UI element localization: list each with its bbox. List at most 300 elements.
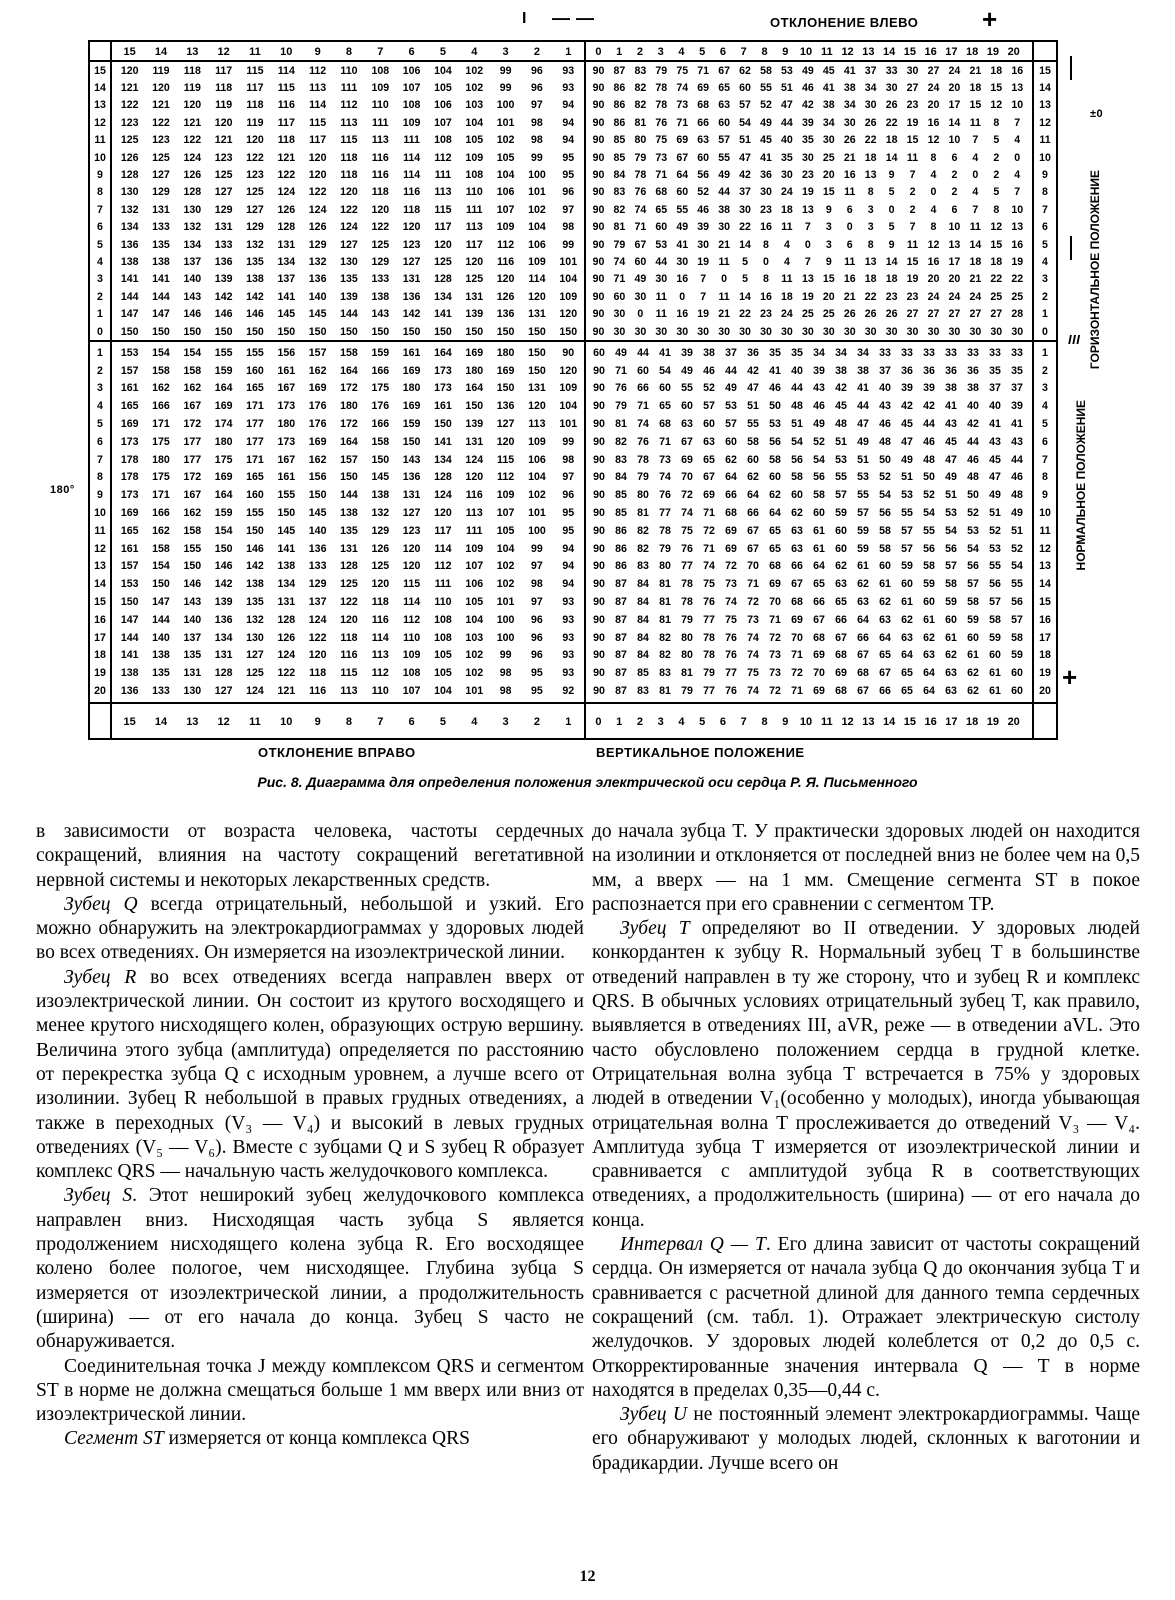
table-cell: 18 bbox=[781, 290, 793, 303]
table-cell: 169 bbox=[496, 364, 515, 377]
table-cell: 9 bbox=[97, 489, 103, 502]
table-cell: 90 bbox=[593, 560, 605, 573]
table-cell: 64 bbox=[901, 649, 913, 662]
table-cell: 138 bbox=[246, 578, 264, 591]
table-cell: 82 bbox=[613, 203, 626, 216]
row-number-right bbox=[1034, 362, 1056, 380]
table-cell: 164 bbox=[434, 346, 452, 359]
table-cell: 82 bbox=[637, 524, 649, 537]
table-row-left bbox=[114, 558, 584, 576]
table-cell: 122 bbox=[152, 116, 170, 129]
page-number: 12 bbox=[579, 1568, 596, 1585]
table-cell: 61 bbox=[813, 524, 825, 537]
table-cell: 90 bbox=[593, 649, 605, 662]
table-cell: 115 bbox=[403, 578, 421, 591]
table-row-right bbox=[588, 288, 1028, 305]
table-row-right bbox=[588, 344, 1028, 362]
table-cell: 90 bbox=[593, 471, 605, 484]
table-cell: 14 bbox=[94, 578, 106, 591]
table-cell: 164 bbox=[214, 382, 233, 395]
table-cell: 140 bbox=[308, 524, 327, 537]
table-cell: 120 bbox=[465, 256, 484, 269]
table-cell: 162 bbox=[183, 382, 202, 395]
table-cell: 159 bbox=[214, 507, 233, 520]
table-cell: 86 bbox=[613, 116, 626, 129]
table-cell: 60 bbox=[676, 186, 689, 199]
table-cell: 134 bbox=[183, 238, 202, 251]
top-right-label: ОТКЛОНЕНИЕ ВЛЕВО bbox=[770, 15, 919, 30]
table-cell: 9 bbox=[825, 256, 832, 269]
table-cell: 118 bbox=[215, 82, 233, 95]
table-cell: 30 bbox=[822, 134, 835, 147]
table-cell: 19 bbox=[906, 273, 919, 286]
table-cell: 86 bbox=[613, 99, 626, 112]
left-footer bbox=[114, 712, 584, 732]
table-cell: 5 bbox=[888, 186, 895, 199]
footer-cell: 12 bbox=[217, 716, 230, 728]
table-row-left bbox=[114, 236, 584, 253]
table-cell: 7 bbox=[700, 273, 707, 286]
table-cell: 93 bbox=[562, 613, 575, 626]
table-cell: 3 bbox=[1042, 382, 1048, 395]
header-cell: 15 bbox=[903, 46, 916, 58]
table-row-left bbox=[114, 323, 584, 340]
table-cell: 127 bbox=[246, 203, 264, 216]
table-cell: 94 bbox=[562, 560, 575, 573]
table-cell: 30 bbox=[801, 151, 814, 164]
side-bar-mid bbox=[1070, 236, 1072, 260]
table-cell: 134 bbox=[214, 631, 233, 644]
table-cell: 116 bbox=[340, 649, 358, 662]
table-row-right bbox=[588, 253, 1028, 270]
table-cell: 75 bbox=[655, 134, 668, 147]
table-cell: 39 bbox=[697, 221, 710, 234]
row-number-right bbox=[1034, 682, 1056, 700]
table-cell: 95 bbox=[562, 507, 575, 520]
row-number-right bbox=[1034, 219, 1056, 236]
table-cell: 45 bbox=[822, 64, 835, 77]
table-cell: 30 bbox=[864, 99, 877, 112]
table-cell: 146 bbox=[214, 308, 233, 321]
table-cell: 48 bbox=[967, 471, 979, 484]
table-cell: 115 bbox=[309, 116, 327, 129]
table-cell: 23 bbox=[760, 203, 772, 216]
table-cell: 126 bbox=[183, 169, 202, 182]
table-cell: 45 bbox=[901, 418, 913, 431]
table-cell: 82 bbox=[659, 631, 671, 644]
table-row-right bbox=[588, 504, 1028, 522]
center-divider bbox=[584, 40, 586, 740]
table-cell: 30 bbox=[739, 203, 751, 216]
table-cell: 10 bbox=[94, 507, 106, 520]
row-number-left bbox=[90, 236, 110, 253]
row-number-right bbox=[1034, 397, 1056, 415]
table-row-right bbox=[588, 682, 1028, 700]
table-cell: 30 bbox=[634, 325, 647, 338]
row-number-right bbox=[1034, 540, 1056, 558]
table-cell: 26 bbox=[843, 134, 856, 147]
table-cell: 98 bbox=[499, 667, 512, 680]
table-cell: 7 bbox=[972, 203, 979, 216]
table-cell: 157 bbox=[120, 364, 139, 377]
table-cell: 79 bbox=[681, 613, 693, 626]
table-cell: 169 bbox=[120, 507, 139, 520]
table-cell: 63 bbox=[945, 667, 957, 680]
table-cell: 46 bbox=[801, 82, 814, 95]
table-cell: 82 bbox=[634, 82, 647, 95]
table-cell: 140 bbox=[152, 631, 170, 644]
table-cell: 81 bbox=[634, 116, 647, 129]
table-cell: 3 bbox=[867, 221, 874, 234]
table-cell: 124 bbox=[308, 203, 327, 216]
table-cell: 56 bbox=[769, 435, 781, 448]
table-row-right bbox=[588, 166, 1028, 183]
table-cell: 113 bbox=[528, 418, 546, 431]
pm-zero-label: ±0 bbox=[1090, 108, 1104, 120]
table-cell: 172 bbox=[183, 418, 202, 431]
table-cell: 2 bbox=[1042, 290, 1048, 303]
table-cell: 138 bbox=[120, 667, 139, 680]
header-cell: 5 bbox=[699, 46, 706, 58]
table-cell: 180 bbox=[277, 418, 296, 431]
table-cell: 114 bbox=[371, 631, 389, 644]
table-cell: 55 bbox=[718, 151, 730, 164]
table-cell: 6 bbox=[951, 151, 958, 164]
table-cell: 75 bbox=[681, 524, 693, 537]
table-cell: 131 bbox=[214, 221, 233, 234]
table-cell: 144 bbox=[120, 631, 139, 644]
table-cell: 5 bbox=[742, 256, 748, 269]
table-cell: 172 bbox=[183, 471, 202, 484]
table-cell: 49 bbox=[718, 169, 730, 182]
table-cell: 38 bbox=[835, 364, 847, 377]
table-cell: 15 bbox=[969, 99, 982, 112]
table-cell: 65 bbox=[901, 685, 913, 698]
table-cell: 117 bbox=[246, 82, 264, 95]
table-cell: 67 bbox=[718, 64, 730, 77]
table-cell: 97 bbox=[531, 560, 543, 573]
table-cell: 41 bbox=[760, 151, 772, 164]
table-cell: 99 bbox=[499, 82, 512, 95]
table-cell: 125 bbox=[246, 667, 264, 680]
footer-cell: 7 bbox=[377, 716, 384, 728]
table-cell: 96 bbox=[562, 186, 575, 199]
table-row-right bbox=[588, 380, 1028, 398]
table-cell: 56 bbox=[791, 453, 803, 466]
table-cell: 180 bbox=[465, 364, 484, 377]
row-number-right bbox=[1034, 415, 1056, 433]
table-cell: 39 bbox=[1011, 400, 1023, 413]
header-cell: 1 bbox=[616, 46, 623, 58]
table-cell: 155 bbox=[246, 346, 264, 359]
table-cell: 77 bbox=[703, 685, 715, 698]
row-number-left bbox=[90, 451, 110, 469]
table-cell: 108 bbox=[465, 169, 484, 182]
table-cell: 175 bbox=[152, 435, 170, 448]
table-cell: 66 bbox=[747, 507, 759, 520]
table-cell: 76 bbox=[655, 116, 668, 129]
table-cell: 111 bbox=[434, 578, 452, 591]
table-cell: 76 bbox=[725, 649, 737, 662]
table-cell: 145 bbox=[371, 471, 390, 484]
table-cell: 150 bbox=[496, 382, 515, 395]
table-cell: 60 bbox=[593, 346, 605, 359]
table-cell: 20 bbox=[927, 99, 940, 112]
paragraph: в зависимости от возраста человека, частоты сердечных сокращений, влияния на частоту сокращений вегетативной нервной системы и некоторых лекарственных средств. bbox=[36, 821, 584, 891]
table-cell: 57 bbox=[718, 134, 730, 147]
table-cell: 19 bbox=[697, 308, 710, 321]
table-cell: 96 bbox=[531, 649, 543, 662]
table-cell: 145 bbox=[308, 308, 327, 321]
table-cell: 79 bbox=[615, 400, 627, 413]
table-cell: 111 bbox=[403, 134, 420, 147]
table-cell: 2 bbox=[951, 186, 958, 199]
table-cell: 72 bbox=[681, 489, 693, 502]
table-cell: 61 bbox=[813, 542, 825, 555]
table-cell: 13 bbox=[1039, 99, 1051, 112]
table-cell: 0 bbox=[888, 203, 895, 216]
table-cell: 116 bbox=[497, 256, 515, 269]
table-cell: 66 bbox=[857, 631, 869, 644]
table-cell: 119 bbox=[152, 64, 170, 77]
table-cell: 139 bbox=[214, 273, 233, 286]
table-cell: 58 bbox=[813, 489, 825, 502]
row-number-right bbox=[1034, 253, 1056, 270]
table-cell: 124 bbox=[277, 186, 296, 199]
footer-cell: 1 bbox=[565, 716, 572, 728]
table-cell: 87 bbox=[615, 685, 627, 698]
table-cell: 34 bbox=[857, 346, 869, 359]
table-cell: 30 bbox=[906, 64, 919, 77]
table-cell: 110 bbox=[371, 99, 389, 112]
table-cell: 4 bbox=[1014, 169, 1021, 182]
table-cell: 49 bbox=[857, 435, 869, 448]
table-cell: 120 bbox=[434, 238, 452, 251]
row-number-left bbox=[90, 149, 110, 166]
table-cell: 4 bbox=[930, 169, 937, 182]
table-cell: 161 bbox=[120, 542, 139, 555]
table-cell: 15 bbox=[906, 256, 919, 269]
table-row-right bbox=[588, 451, 1028, 469]
table-cell: 143 bbox=[402, 453, 421, 466]
paragraph-lead: Зубец T bbox=[620, 918, 690, 940]
table-cell: 150 bbox=[528, 364, 546, 377]
table-cell: 90 bbox=[592, 325, 605, 338]
table-cell: 164 bbox=[214, 489, 233, 502]
footer-divider bbox=[88, 702, 1058, 704]
table-cell: 63 bbox=[791, 524, 803, 537]
table-cell: 41 bbox=[1011, 418, 1023, 431]
table-cell: 154 bbox=[152, 560, 170, 573]
table-cell: 127 bbox=[340, 238, 358, 251]
table-cell: 7 bbox=[1042, 203, 1048, 216]
table-cell: 0 bbox=[763, 256, 769, 269]
table-cell: 93 bbox=[562, 82, 575, 95]
footer-cell: 11 bbox=[820, 716, 833, 728]
table-cell: 69 bbox=[835, 667, 847, 680]
table-cell: 60 bbox=[634, 256, 647, 269]
table-cell: 90 bbox=[593, 400, 605, 413]
table-cell: 35 bbox=[791, 346, 803, 359]
table-cell: 23 bbox=[760, 308, 772, 321]
table-cell: 4 bbox=[97, 400, 103, 413]
table-cell: 87 bbox=[615, 631, 627, 644]
table-cell: 67 bbox=[676, 151, 689, 164]
table-cell: 44 bbox=[967, 435, 979, 448]
row-number-left bbox=[90, 166, 110, 183]
table-cell: 18 bbox=[969, 256, 982, 269]
table-cell: 20 bbox=[948, 273, 961, 286]
table-cell: 93 bbox=[562, 631, 575, 644]
table-cell: 94 bbox=[562, 542, 575, 555]
table-cell: 6 bbox=[97, 435, 103, 448]
table-cell: 98 bbox=[531, 134, 543, 147]
table-row-right bbox=[588, 79, 1028, 96]
table-cell: 14 bbox=[739, 238, 751, 251]
table-cell: 1 bbox=[97, 346, 103, 359]
table-cell: 87 bbox=[615, 649, 627, 662]
row-number-right bbox=[1034, 486, 1056, 504]
table-cell: 8 bbox=[1042, 471, 1048, 484]
table-cell: 64 bbox=[676, 169, 689, 182]
table-cell: 131 bbox=[528, 308, 546, 321]
row-number-left bbox=[90, 611, 110, 629]
table-cell: 94 bbox=[562, 116, 575, 129]
table-cell: 99 bbox=[531, 542, 543, 555]
table-cell: 39 bbox=[801, 116, 814, 129]
table-cell: 30 bbox=[697, 325, 710, 338]
table-cell: 159 bbox=[371, 346, 390, 359]
table-cell: 104 bbox=[465, 613, 484, 626]
table-row-left bbox=[114, 219, 584, 236]
table-cell: 52 bbox=[1011, 542, 1023, 555]
header-cell: 16 bbox=[924, 46, 937, 58]
header-cell: 18 bbox=[966, 46, 979, 58]
table-cell: 169 bbox=[214, 471, 233, 484]
table-cell: 60 bbox=[879, 560, 891, 573]
table-cell: 5 bbox=[742, 273, 748, 286]
table-cell: 102 bbox=[465, 667, 484, 680]
row-number-left bbox=[90, 486, 110, 504]
table-cell: 18 bbox=[1039, 649, 1051, 662]
table-cell: 77 bbox=[725, 667, 737, 680]
table-cell: 58 bbox=[769, 453, 781, 466]
table-cell: 108 bbox=[402, 99, 421, 112]
table-cell: 6 bbox=[846, 203, 853, 216]
table-cell: 23 bbox=[885, 290, 898, 303]
table-cell: 46 bbox=[703, 364, 715, 377]
table-cell: 171 bbox=[152, 489, 170, 502]
table-cell: 62 bbox=[725, 453, 737, 466]
table-cell: 5 bbox=[97, 238, 103, 251]
table-cell: 175 bbox=[152, 471, 170, 484]
table-cell: 124 bbox=[246, 685, 264, 698]
table-cell: 120 bbox=[152, 82, 170, 95]
table-cell: 48 bbox=[1011, 489, 1023, 502]
table-cell: 131 bbox=[183, 667, 202, 680]
table-cell: 14 bbox=[94, 82, 106, 95]
table-cell: 86 bbox=[615, 560, 627, 573]
table-cell: 4 bbox=[972, 151, 979, 164]
table-cell: 15 bbox=[990, 238, 1003, 251]
table-cell: 111 bbox=[466, 524, 483, 537]
row-number-right bbox=[1034, 629, 1056, 647]
table-cell: 56 bbox=[879, 507, 891, 520]
table-cell: 30 bbox=[843, 116, 856, 129]
table-cell: 92 bbox=[562, 685, 575, 698]
table-cell: 68 bbox=[697, 99, 710, 112]
table-cell: 2 bbox=[909, 186, 916, 199]
table-cell: 136 bbox=[496, 400, 515, 413]
table-cell: 134 bbox=[277, 256, 296, 269]
table-cell: 49 bbox=[676, 221, 689, 234]
header-cell: 3 bbox=[657, 46, 664, 58]
row-number-left bbox=[90, 132, 110, 149]
table-cell: 76 bbox=[659, 489, 671, 502]
table-cell: 82 bbox=[634, 99, 647, 112]
table-cell: 41 bbox=[676, 238, 689, 251]
table-cell: 52 bbox=[703, 382, 715, 395]
paragraph-lead: Зубец S bbox=[64, 1185, 133, 1207]
table-cell: 100 bbox=[496, 99, 515, 112]
table-cell: 47 bbox=[747, 382, 759, 395]
table-cell: 172 bbox=[340, 418, 358, 431]
table-cell: 98 bbox=[562, 453, 575, 466]
table-cell: 0 bbox=[972, 169, 979, 182]
table-cell: 30 bbox=[927, 325, 940, 338]
table-cell: 93 bbox=[562, 649, 575, 662]
table-cell: 162 bbox=[152, 524, 170, 537]
table-cell: 113 bbox=[309, 82, 327, 95]
header-cell: 8 bbox=[345, 46, 353, 58]
table-cell: 69 bbox=[725, 542, 737, 555]
table-cell: 155 bbox=[214, 346, 233, 359]
table-cell: 150 bbox=[528, 346, 546, 359]
table-cell: 21 bbox=[718, 238, 730, 251]
table-cell: 7 bbox=[1042, 453, 1048, 466]
table-cell: 139 bbox=[214, 596, 233, 609]
table-row-left bbox=[114, 397, 584, 415]
table-cell: 6 bbox=[97, 221, 103, 234]
table-cell: 150 bbox=[402, 325, 421, 338]
table-cell: 146 bbox=[214, 560, 233, 573]
table-cell: 42 bbox=[967, 418, 979, 431]
table-cell: 4 bbox=[97, 256, 103, 269]
table-cell: 51 bbox=[739, 134, 751, 147]
table-cell: 14 bbox=[1039, 82, 1051, 95]
table-cell: 11 bbox=[718, 256, 730, 269]
table-cell: 30 bbox=[739, 325, 751, 338]
table-cell: 128 bbox=[277, 221, 296, 234]
table-cell: 102 bbox=[528, 203, 546, 216]
table-cell: 65 bbox=[835, 596, 847, 609]
roman-one-label: I bbox=[522, 10, 527, 27]
table-cell: 62 bbox=[967, 685, 979, 698]
table-row-left bbox=[114, 629, 584, 647]
table-cell: 22 bbox=[864, 134, 877, 147]
table-cell: 112 bbox=[497, 471, 515, 484]
table-cell: 56 bbox=[1011, 596, 1023, 609]
row-number-left bbox=[90, 62, 110, 79]
table-cell: 129 bbox=[152, 186, 170, 199]
table-cell: 173 bbox=[434, 382, 452, 395]
table-cell: 30 bbox=[613, 308, 626, 321]
table-cell: 57 bbox=[967, 578, 979, 591]
row-number-right bbox=[1034, 184, 1056, 201]
footer-cell: 17 bbox=[945, 716, 958, 728]
table-cell: 90 bbox=[592, 134, 605, 147]
table-cell: 8 bbox=[867, 238, 874, 251]
